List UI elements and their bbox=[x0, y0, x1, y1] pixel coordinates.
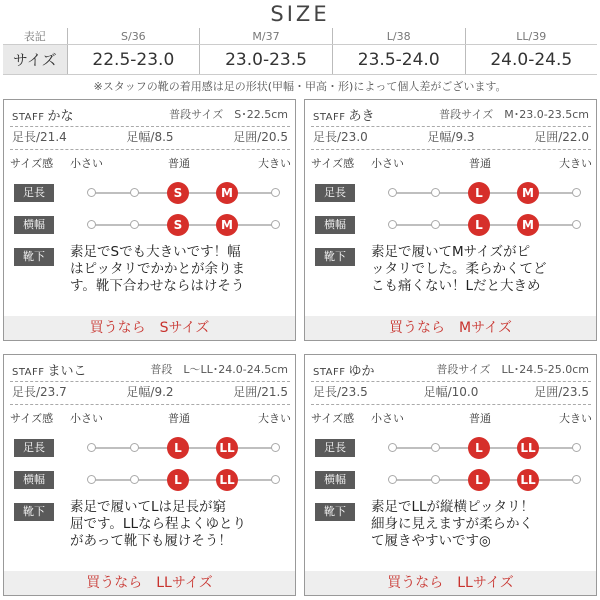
scale-label: サイズ感 bbox=[10, 412, 54, 425]
scale-header bbox=[4, 155, 295, 171]
fit-mark: M bbox=[216, 182, 238, 204]
fit-mark: M bbox=[517, 214, 539, 236]
usual-size: 普段 L〜LL･24.0-24.5cm bbox=[150, 363, 288, 376]
fit-dot bbox=[87, 188, 96, 197]
scale-header bbox=[4, 410, 295, 426]
row-label: 横幅 bbox=[14, 471, 54, 489]
staff-card bbox=[3, 354, 296, 596]
fit-dot bbox=[572, 188, 581, 197]
foot-girth: 足囲/22.0 bbox=[534, 130, 589, 144]
staff-header bbox=[313, 360, 589, 380]
staff-comment bbox=[70, 244, 290, 295]
size-col-label: M/37 bbox=[200, 28, 333, 45]
staff-label: STAFF bbox=[12, 367, 45, 378]
comment-line: す。靴下合わせならはけそう bbox=[70, 278, 245, 294]
foot-length: 足長/21.4 bbox=[12, 130, 67, 144]
usual-size: 普段サイズ M･23.0-23.5cm bbox=[439, 108, 589, 121]
size-col-value: 22.5-23.0 bbox=[67, 45, 200, 75]
staff-name: まいこ bbox=[47, 364, 87, 379]
buy-recommendation: 買うなら Sサイズ bbox=[4, 316, 295, 340]
staff-name: あき bbox=[348, 109, 375, 124]
staff-card bbox=[304, 99, 597, 341]
fit-dot bbox=[130, 475, 139, 484]
foot-measurements bbox=[313, 128, 589, 146]
staff-label: STAFF bbox=[12, 112, 45, 123]
divider bbox=[311, 149, 591, 150]
fit-mark: M bbox=[517, 182, 539, 204]
comment-line: 素足でLLが縦横ピッタリ！ bbox=[371, 499, 535, 515]
usual-size: 普段サイズ S･22.5cm bbox=[169, 108, 288, 121]
scale-header bbox=[305, 155, 596, 171]
divider bbox=[311, 404, 591, 405]
row-label: 足長 bbox=[14, 184, 54, 202]
fit-dot bbox=[271, 220, 280, 229]
row-label: 横幅 bbox=[315, 216, 355, 234]
row-label: 横幅 bbox=[315, 471, 355, 489]
scale-small: 小さい bbox=[371, 412, 404, 425]
staff-header bbox=[12, 105, 288, 125]
staff-card bbox=[304, 354, 597, 596]
fit-dot bbox=[572, 220, 581, 229]
foot-length: 足長/23.7 bbox=[12, 385, 67, 399]
fit-dot bbox=[130, 443, 139, 452]
fit-dot bbox=[87, 443, 96, 452]
comment-line: があって靴下も履けそう！ bbox=[70, 533, 232, 549]
row-label: 足長 bbox=[14, 439, 54, 457]
fit-mark: L bbox=[468, 182, 490, 204]
row-label: 靴下 bbox=[315, 503, 355, 521]
scale-label: サイズ感 bbox=[311, 157, 355, 170]
fit-mark: S bbox=[167, 182, 189, 204]
foot-measurements bbox=[12, 383, 288, 401]
fit-mark: LL bbox=[517, 437, 539, 459]
foot-width: 足幅/9.2 bbox=[126, 385, 174, 399]
scale-large: 大きい bbox=[258, 157, 291, 170]
foot-width: 足幅/10.0 bbox=[423, 385, 479, 399]
foot-girth: 足囲/21.5 bbox=[233, 385, 288, 399]
foot-length: 足長/23.5 bbox=[313, 385, 368, 399]
fit-mark: L bbox=[468, 214, 490, 236]
row-label: 靴下 bbox=[315, 248, 355, 266]
row-label: 靴下 bbox=[14, 503, 54, 521]
staff-comment bbox=[371, 244, 591, 295]
fit-dot bbox=[388, 220, 397, 229]
buy-recommendation: 買うなら LLサイズ bbox=[4, 571, 295, 595]
staff-name: かな bbox=[47, 109, 74, 124]
scale-header bbox=[305, 410, 596, 426]
foot-girth: 足囲/23.5 bbox=[534, 385, 589, 399]
scale-label: サイズ感 bbox=[10, 157, 54, 170]
fit-dot bbox=[388, 188, 397, 197]
size-col-label: L/38 bbox=[332, 28, 465, 45]
comment-line: 屈です。LLなら程よくゆとり bbox=[70, 516, 246, 532]
fit-dot bbox=[271, 443, 280, 452]
row-label: 足長 bbox=[315, 184, 355, 202]
foot-length: 足長/23.0 bbox=[313, 130, 368, 144]
buy-recommendation: 買うなら Mサイズ bbox=[305, 316, 596, 340]
staff-label: STAFF bbox=[313, 367, 346, 378]
divider bbox=[10, 381, 290, 382]
row-label: 靴下 bbox=[14, 248, 54, 266]
comment-line: ッタリでした。柔らかくてど bbox=[371, 261, 547, 277]
fit-mark: LL bbox=[517, 469, 539, 491]
fit-dot bbox=[572, 443, 581, 452]
comment-line: 素足でSでも大きいです！幅 bbox=[70, 244, 241, 260]
size-col-value: 23.5-24.0 bbox=[332, 45, 465, 75]
staff-header bbox=[12, 360, 288, 380]
row-label: 横幅 bbox=[14, 216, 54, 234]
scale-large: 大きい bbox=[559, 412, 592, 425]
scale-label: サイズ感 bbox=[311, 412, 355, 425]
comment-line: 細身に見えますが柔らかく bbox=[371, 516, 533, 532]
fit-dot bbox=[87, 220, 96, 229]
size-table bbox=[3, 28, 597, 75]
divider bbox=[311, 126, 591, 127]
size-table-header-label: 表記 bbox=[3, 28, 67, 45]
fit-mark: S bbox=[167, 214, 189, 236]
scale-small: 小さい bbox=[70, 157, 103, 170]
foot-measurements bbox=[313, 383, 589, 401]
size-col-label: S/36 bbox=[67, 28, 200, 45]
fit-dot bbox=[271, 188, 280, 197]
fit-mark: L bbox=[468, 469, 490, 491]
buy-recommendation: 買うなら LLサイズ bbox=[305, 571, 596, 595]
divider bbox=[311, 381, 591, 382]
fit-dot bbox=[130, 220, 139, 229]
size-col-label: LL/39 bbox=[465, 28, 597, 45]
foot-girth: 足囲/20.5 bbox=[233, 130, 288, 144]
fit-mark: L bbox=[167, 437, 189, 459]
comment-line: こも痛くない！Lだと大きめ bbox=[371, 278, 541, 294]
staff-label: STAFF bbox=[313, 112, 346, 123]
scale-small: 小さい bbox=[371, 157, 404, 170]
foot-measurements bbox=[12, 128, 288, 146]
staff-comment bbox=[70, 499, 290, 550]
comment-line: はピッタリでかかとが余りま bbox=[70, 261, 245, 277]
staff-name: ゆか bbox=[348, 364, 375, 379]
size-col-value: 24.0-24.5 bbox=[465, 45, 597, 75]
staff-card bbox=[3, 99, 296, 341]
comment-line: て履きやすいです◎ bbox=[371, 533, 491, 549]
usual-size: 普段サイズ LL･24.5-25.0cm bbox=[436, 363, 589, 376]
staff-comment bbox=[371, 499, 591, 550]
page-title: SIZE bbox=[270, 2, 330, 26]
scale-normal: 普通 bbox=[168, 412, 190, 425]
scale-large: 大きい bbox=[559, 157, 592, 170]
row-label: 足長 bbox=[315, 439, 355, 457]
fit-dot bbox=[572, 475, 581, 484]
scale-normal: 普通 bbox=[168, 157, 190, 170]
size-table-header-row bbox=[3, 28, 597, 45]
divider bbox=[10, 149, 290, 150]
comment-line: 素足で履いてLは足長が窮 bbox=[70, 499, 227, 515]
fit-dot bbox=[431, 220, 440, 229]
scale-small: 小さい bbox=[70, 412, 103, 425]
divider bbox=[10, 404, 290, 405]
fit-dot bbox=[431, 188, 440, 197]
foot-width: 足幅/9.3 bbox=[427, 130, 475, 144]
fit-mark: L bbox=[167, 469, 189, 491]
scale-normal: 普通 bbox=[469, 157, 491, 170]
fit-dot bbox=[271, 475, 280, 484]
comment-line: 素足で履いてMサイズがピ bbox=[371, 244, 531, 260]
fit-dot bbox=[431, 475, 440, 484]
fit-dot bbox=[87, 475, 96, 484]
fit-dot bbox=[388, 475, 397, 484]
fit-note: ※スタッフの靴の着用感は足の形状(甲幅・甲高・形)によって個人差がございます。 bbox=[93, 80, 507, 93]
fit-mark: L bbox=[468, 437, 490, 459]
fit-dot bbox=[431, 443, 440, 452]
fit-dot bbox=[388, 443, 397, 452]
size-table-row-label: サイズ bbox=[3, 45, 67, 75]
foot-width: 足幅/8.5 bbox=[126, 130, 174, 144]
fit-mark: M bbox=[216, 214, 238, 236]
divider bbox=[10, 126, 290, 127]
scale-large: 大きい bbox=[258, 412, 291, 425]
staff-header bbox=[313, 105, 589, 125]
size-col-value: 23.0-23.5 bbox=[200, 45, 333, 75]
fit-mark: LL bbox=[216, 469, 238, 491]
fit-mark: LL bbox=[216, 437, 238, 459]
scale-normal: 普通 bbox=[469, 412, 491, 425]
fit-dot bbox=[130, 188, 139, 197]
size-table-value-row bbox=[3, 45, 597, 75]
